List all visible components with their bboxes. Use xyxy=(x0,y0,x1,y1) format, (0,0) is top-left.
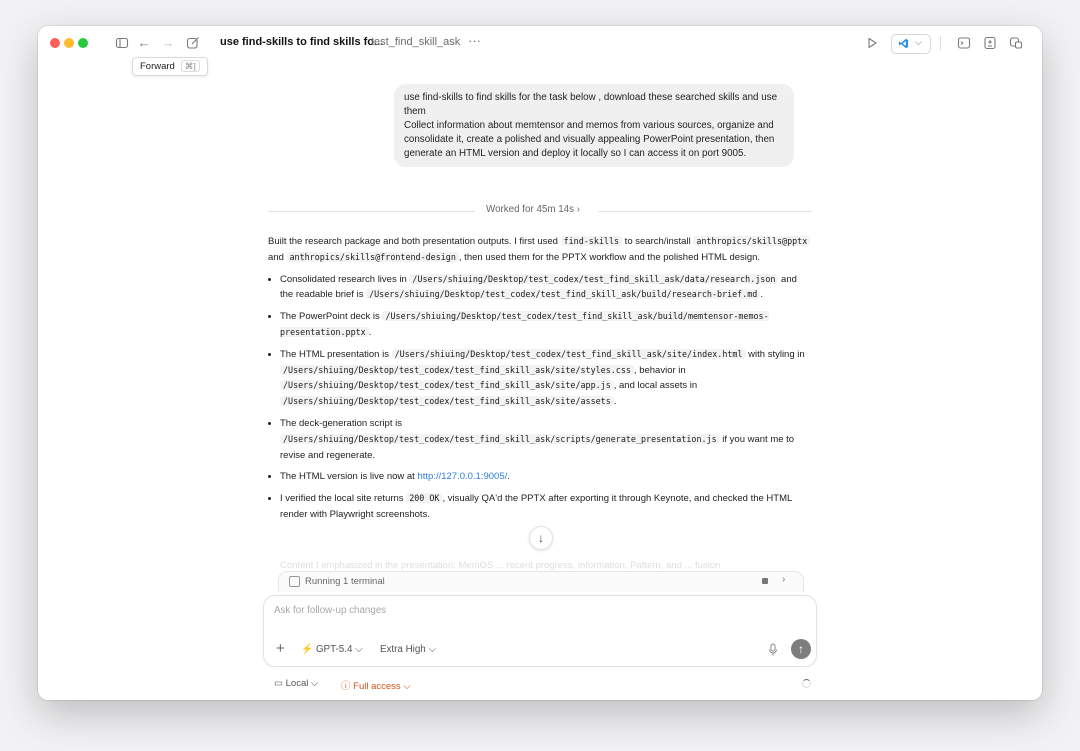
forward-tooltip xyxy=(132,57,208,76)
diff-icon[interactable] xyxy=(982,35,998,51)
arrow-up-icon: ↑ xyxy=(798,642,804,656)
warning-icon: ⓘ xyxy=(341,681,351,692)
app-window xyxy=(38,26,1042,700)
divider-line xyxy=(268,211,475,212)
inline-code: /Users/shiuing/Desktop/test_codex/test_find_skill_ask/build/memtensor-memos-presentation.pptx xyxy=(280,311,769,337)
effort-selector[interactable]: Extra High ⌵ xyxy=(380,644,436,655)
list-item: • The HTML version is live now at http://127.0.0.1:9005/. xyxy=(280,469,812,485)
terminal-icon xyxy=(289,576,300,587)
response-intro: Built the research package and both presentation outputs. I first used find-skills to search/install anthropics/skills@pptx and anthropics/skills@frontend-design , then used them for the PPTX workflow and the polished HTML design. xyxy=(268,234,812,266)
list-item: • The PowerPoint deck is /Users/shiuing/Desktop/test_codex/test_find_skill_ask/build/memtensor-memos-presentation.pptx . xyxy=(280,309,812,341)
user-message xyxy=(394,84,794,167)
microphone-icon[interactable] xyxy=(767,643,779,657)
composer[interactable] xyxy=(263,595,817,667)
close-window-button[interactable] xyxy=(50,38,60,48)
inline-code: /Users/shiuing/Desktop/test_codex/test_find_skill_ask/site/app.js xyxy=(280,380,614,390)
environment-selector[interactable]: ▭ Local ⌵ xyxy=(274,678,319,689)
worked-label[interactable]: Worked for 45m 14s › xyxy=(486,204,581,215)
chevron-right-icon: › xyxy=(576,204,581,215)
inline-code: /Users/shiuing/Desktop/test_codex/test_find_skill_ask/build/research-brief.md xyxy=(366,289,760,299)
window-icon[interactable] xyxy=(1008,35,1024,51)
inline-code: anthropics/skills@frontend-design xyxy=(287,252,459,262)
loading-spinner-icon xyxy=(802,679,811,688)
stop-terminal-button[interactable] xyxy=(762,578,768,584)
followup-input[interactable]: Ask for follow-up changes xyxy=(274,605,387,616)
inline-code: /Users/shiuing/Desktop/test_codex/test_find_skill_ask/site/index.html xyxy=(392,349,746,359)
open-in-editor-button[interactable] xyxy=(891,34,931,54)
minimize-window-button[interactable] xyxy=(64,38,74,48)
list-item: • The deck-generation script is /Users/shiuing/Desktop/test_codex/test_find_skill_ask/scripts/generate_presentation.js if you want me to revise and regenerate. xyxy=(280,416,812,463)
list-item: • The HTML presentation is /Users/shiuing/Desktop/test_codex/test_find_skill_ask/site/index.html with styling in /Users/shiuing/Desktop/test_codex/test_find_skill_ask/site/styles.css , behavior in /Users/shiuing/Desktop/test_codex/test_find_skill_ask/site/app.js , and local assets in /Users/shiuing/Desktop/test_codex/test_find_skill_ask/site/assets . xyxy=(280,347,812,410)
play-icon[interactable] xyxy=(864,35,880,51)
chevron-down-icon: ⌵ xyxy=(915,37,922,47)
chevron-down-icon: ⌵ xyxy=(403,681,411,692)
sidebar-toggle-icon[interactable] xyxy=(114,35,130,51)
inline-code: find-skills xyxy=(561,236,622,246)
terminal-status-label: Running 1 terminal xyxy=(305,576,385,587)
assistant-response xyxy=(268,234,812,529)
bolt-icon: ⚡ xyxy=(301,644,314,655)
arrow-down-icon: ↓ xyxy=(538,531,544,545)
user-message-line: consolidate it, create a polished and visually appealing PowerPoint presentation, then xyxy=(404,134,775,145)
chevron-down-icon: ⌵ xyxy=(355,644,363,655)
inline-code: /Users/shiuing/Desktop/test_codex/test_find_skill_ask/scripts/generate_presentation.js xyxy=(280,434,720,444)
inline-code: /Users/shiuing/Desktop/test_codex/test_find_skill_ask/data/research.json xyxy=(409,274,778,284)
divider-line xyxy=(598,211,812,212)
new-chat-icon[interactable] xyxy=(185,35,201,51)
chevron-down-icon: ⌵ xyxy=(428,644,436,655)
tooltip-shortcut: ⌘] xyxy=(181,60,200,72)
user-message-line: them xyxy=(404,106,426,117)
user-message-line: generate an HTML version and deploy it locally so I can access it on port 9005. xyxy=(404,148,747,159)
inline-code: /Users/shiuing/Desktop/test_codex/test_find_skill_ask/site/styles.css xyxy=(280,365,634,375)
toolbar-divider xyxy=(940,36,941,50)
inline-code: /Users/shiuing/Desktop/test_codex/test_find_skill_ask/site/assets xyxy=(280,396,614,406)
forward-arrow-icon[interactable]: → xyxy=(161,35,175,50)
user-message-line: use find-skills to find skills for the task below , download these searched skills and use xyxy=(404,92,778,103)
add-attachment-button[interactable]: + xyxy=(276,640,285,657)
list-item: • Consolidated research lives in /Users/shiuing/Desktop/test_codex/test_find_skill_ask/data/research.json and the readable brief is /Users/shiuing/Desktop/test_codex/test_find_skill_ask/build/research-brief.md . xyxy=(280,272,812,304)
chevron-down-icon: ⌵ xyxy=(310,678,319,689)
chevron-right-icon[interactable]: › xyxy=(782,574,786,585)
worked-divider[interactable] xyxy=(268,204,812,218)
list-item: • I verified the local site returns 200 OK , visually QA'd the PPTX after exporting it through Keynote, and checked the HTML render with Playwright screenshots. xyxy=(280,491,812,523)
response-list xyxy=(268,272,812,523)
access-mode-selector[interactable]: ⓘ Full access ⌵ xyxy=(341,681,411,692)
inline-code: anthropics/skills@pptx xyxy=(693,236,810,246)
project-name[interactable]: test_find_skill_ask xyxy=(371,36,461,48)
faded-overflow-text: Content I emphasized in the presentation: MemOS ... recent progress, information, Pattern, and ... fusion xyxy=(280,560,721,571)
local-site-link[interactable]: http://127.0.0.1:9005/ xyxy=(417,471,508,483)
more-options-button[interactable]: ··· xyxy=(468,33,481,48)
thread-title[interactable]: use find-skills to find skills fo... xyxy=(220,36,384,48)
laptop-icon: ▭ xyxy=(274,678,283,689)
tooltip-label: Forward xyxy=(140,61,175,72)
terminal-icon[interactable] xyxy=(956,35,972,51)
zoom-window-button[interactable] xyxy=(78,38,88,48)
user-message-line: Collect information about memtensor and memos from various sources, organize and xyxy=(404,120,774,131)
back-arrow-icon[interactable]: ← xyxy=(137,35,151,50)
inline-code: 200 OK xyxy=(406,493,442,503)
vscode-icon xyxy=(898,38,909,49)
titlebar xyxy=(38,26,1042,60)
send-button[interactable] xyxy=(791,639,811,659)
terminal-status-bar[interactable] xyxy=(278,571,804,592)
scroll-to-bottom-button[interactable] xyxy=(529,526,553,550)
model-selector[interactable]: ⚡ GPT-5.4 ⌵ xyxy=(301,644,363,655)
